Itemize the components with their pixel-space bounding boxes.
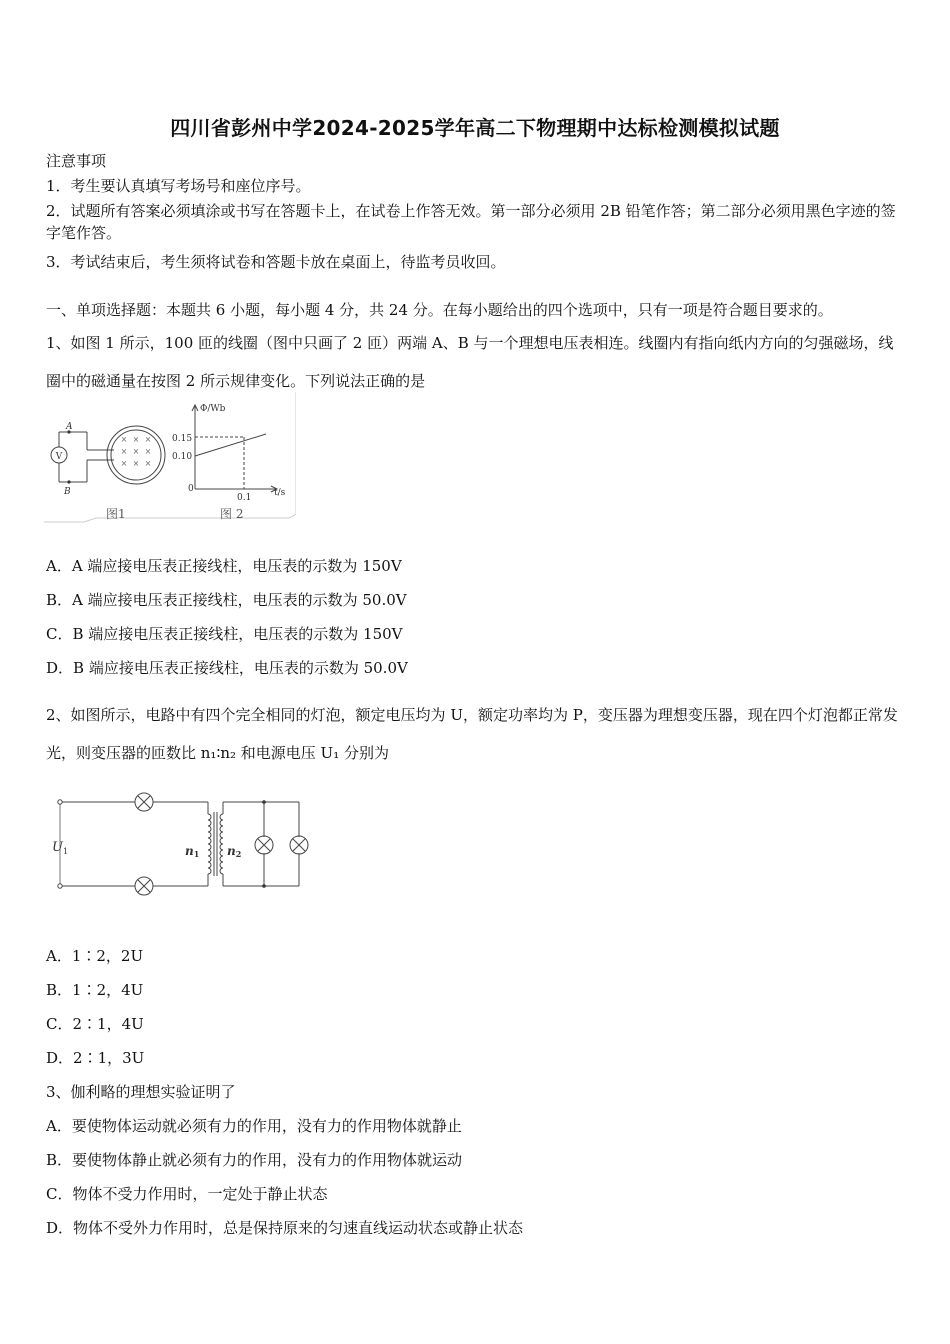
- q3-option: B．要使物体静止就必须有力的作用，没有力的作用物体就运动: [46, 1151, 463, 1169]
- q1-option: A．A 端应接电压表正接线柱，电压表的示数为 150V: [46, 557, 402, 575]
- svg-text:×: ×: [132, 435, 140, 444]
- notice-item: 1．考生要认真填写考场号和座位序号。: [46, 177, 311, 195]
- notice-heading: 注意事项: [46, 152, 107, 170]
- svg-text:×: ×: [120, 447, 128, 456]
- n1-label: n: [185, 844, 194, 858]
- figure-caption: 图 2: [220, 507, 244, 521]
- x-tick: 0.1: [237, 493, 252, 503]
- section-heading: 一、单项选择题：本题共 6 小题，每小题 4 分，共 24 分。在每小题给出的四个选项中，只有一项是符合题目要求的。: [46, 301, 833, 319]
- question-2-figure: [44, 790, 324, 902]
- q2-option: B．1∶2，4U: [46, 981, 144, 999]
- notice-item: 3．考试结束后，考生须将试卷和答题卡放在桌面上，待监考员收回。: [46, 253, 506, 271]
- svg-text:×: ×: [132, 447, 140, 456]
- n2-label: n: [227, 844, 236, 858]
- q3-option: D．物体不受外力作用时，总是保持原来的匀速直线运动状态或静止状态: [46, 1219, 524, 1237]
- source-subscript: 1: [62, 847, 69, 856]
- question-1-figure: [44, 392, 296, 530]
- svg-text:×: ×: [144, 447, 152, 456]
- voltmeter-label: V: [55, 452, 63, 462]
- y-tick: 0.15: [172, 434, 193, 444]
- q1-option: B．A 端应接电压表正接线柱，电压表的示数为 50.0V: [46, 591, 407, 609]
- q1-option: D．B 端应接电压表正接线柱，电压表的示数为 50.0V: [46, 659, 408, 677]
- q2-option: C．2∶1，4U: [46, 1015, 144, 1033]
- question-2-stem: 2、如图所示，电路中有四个完全相同的灯泡，额定电压均为 U，额定功率均为 P，变压器为理想变压器，现在四个灯泡都正常发光，则变压器的匝数比 n₁∶n₂ 和电源电压 U₁ 分别为: [46, 706, 898, 762]
- n2-subscript: 2: [235, 849, 242, 859]
- figure-caption: 图1: [106, 507, 126, 521]
- question-1-stem: 1、如图 1 所示，100 匝的线圈（图中只画了 2 匝）两端 A、B 与一个理想电压表相连。线圈内有指向纸内方向的匀强磁场，线圈中的磁通量在按图 2 所示规律变化。下列说法正确的是: [46, 334, 894, 390]
- q1-option: C．B 端应接电压表正接线柱，电压表的示数为 150V: [46, 625, 403, 643]
- svg-text:×: ×: [132, 459, 140, 468]
- q3-option: A．要使物体运动就必须有力的作用，没有力的作用物体就静止: [46, 1117, 462, 1135]
- svg-text:×: ×: [144, 435, 152, 444]
- q2-option: D．2∶1，3U: [46, 1049, 145, 1067]
- svg-text:U1: [52, 840, 68, 856]
- y-axis-label: Φ/Wb: [200, 404, 226, 414]
- label-a: A: [66, 422, 73, 432]
- y-tick: 0.10: [172, 452, 193, 462]
- q2-option: A．1∶2，2U: [46, 947, 144, 965]
- notice-item: 2．试题所有答案必须填涂或书写在答题卡上，在试卷上作答无效。第一部分必须用 2B 铅笔作答；第二部分必须用黑色字迹的签字笔作答。: [46, 202, 896, 242]
- label-b: B: [64, 487, 71, 497]
- origin-label: 0: [188, 484, 194, 494]
- svg-text:×: ×: [144, 459, 152, 468]
- svg-text:n2: [227, 844, 241, 859]
- page-title: 四川省彭州中学2024-2025学年高二下物理期中达标检测模拟试题: [170, 116, 780, 140]
- q3-option: C．物体不受力作用时，一定处于静止状态: [46, 1185, 328, 1203]
- svg-text:×: ×: [120, 459, 128, 468]
- question-3-stem: 3、伽利略的理想实验证明了: [46, 1083, 236, 1101]
- n1-subscript: 1: [193, 849, 200, 859]
- svg-text:×: ×: [120, 435, 128, 444]
- svg-text:n1: [185, 844, 199, 859]
- source-label: U: [52, 840, 63, 855]
- x-axis-label: t/s: [274, 488, 286, 498]
